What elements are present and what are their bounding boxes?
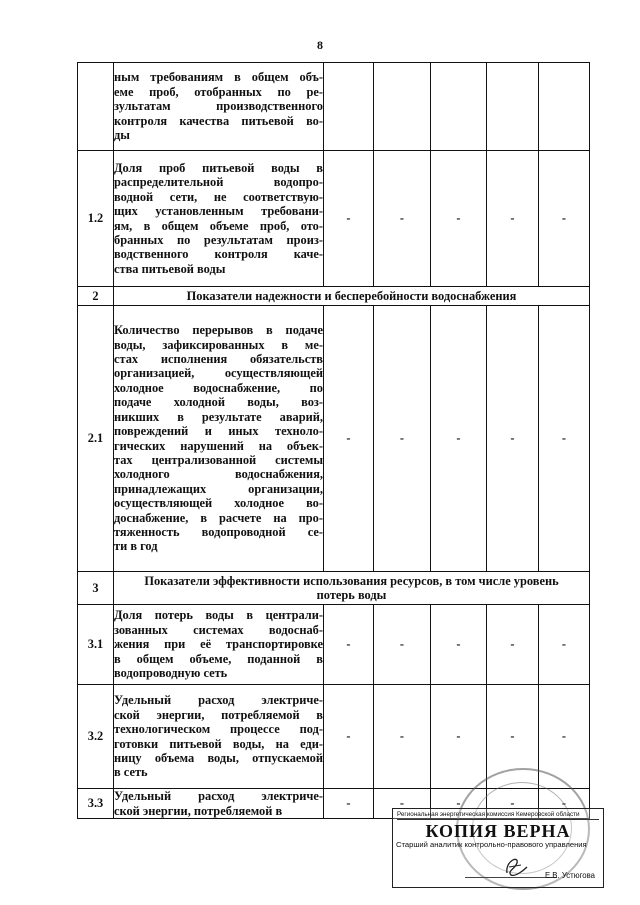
description-line: Удельный расход электриче-	[114, 693, 323, 708]
table-row	[78, 151, 590, 287]
value-cell: -	[539, 685, 590, 789]
value-cell: -	[539, 605, 590, 685]
indicator-description	[114, 63, 324, 151]
row-number: 2.1	[78, 306, 114, 572]
value-cell: -	[374, 685, 431, 789]
row-number: 3.2	[78, 685, 114, 789]
value-cell	[539, 63, 590, 151]
description-line: Удельный расход электриче-	[114, 789, 323, 804]
indicator-description	[114, 605, 324, 685]
value-cell: -	[431, 789, 487, 819]
description-line: повреждений и иных техноло-	[114, 424, 323, 439]
description-line: бранных по результатам произ-	[114, 232, 323, 247]
description-line: технологическом процессе под-	[114, 722, 323, 737]
indicator-description	[114, 789, 324, 819]
row-number	[78, 63, 114, 151]
value-cell	[487, 63, 539, 151]
description-line: стах исполнения обязательств	[114, 352, 323, 367]
row-number: 3.3	[78, 789, 114, 819]
section-title	[114, 287, 590, 306]
table-row	[78, 63, 590, 151]
description-line: ства питьевой воды	[114, 261, 226, 276]
value-cell: -	[487, 151, 539, 287]
description-line: водопроводную сеть	[114, 666, 228, 681]
description-line: Доля проб питьевой воды в	[114, 160, 323, 175]
description-line: ям, в общем объеме проб, ото-	[114, 218, 323, 233]
description-line: еме проб, отобранных по ре-	[114, 84, 323, 99]
row-number: 1.2	[78, 151, 114, 287]
page-number: 8	[317, 38, 323, 52]
value-cell: -	[374, 605, 431, 685]
value-cell	[374, 63, 431, 151]
description-line: осуществляющей холодное во-	[114, 496, 323, 511]
indicator-description	[114, 685, 324, 789]
description-line: подаче холодной воды, воз-	[114, 395, 323, 410]
indicator-description	[114, 306, 324, 572]
description-line: ницу объема воды, отпускаемой	[114, 750, 323, 765]
value-cell: -	[431, 685, 487, 789]
description-line: щих установленным требовани-	[114, 204, 323, 219]
value-cell	[431, 63, 487, 151]
value-cell: -	[487, 789, 539, 819]
description-line: водной сети, не соответствую-	[114, 189, 323, 204]
value-cell: -	[324, 789, 374, 819]
value-cell: -	[539, 151, 590, 287]
certified-copy-stamp	[392, 808, 604, 888]
description-line: доснабжение, в расчете на про-	[114, 510, 323, 525]
description-line: тяженность водопроводной се-	[114, 524, 323, 539]
section-row	[78, 572, 590, 605]
description-line: ти в год	[114, 539, 158, 554]
description-line: никших в результате аварий,	[114, 409, 323, 424]
section-title-line: потерь воды	[316, 588, 387, 602]
stamp-position: Старший аналитик контрольно-правового управления	[396, 840, 587, 849]
stamp-signer-name: Е.В. Устюгова	[544, 871, 595, 880]
value-cell: -	[374, 789, 431, 819]
description-line: воды, зафиксированных в ме-	[114, 337, 323, 352]
value-cell	[324, 63, 374, 151]
description-line: Количество перерывов в подаче	[114, 323, 323, 338]
value-cell: -	[431, 605, 487, 685]
value-cell: -	[324, 605, 374, 685]
description-line: ской энергии, потребляемой в	[114, 803, 283, 818]
signature-icon	[501, 853, 531, 879]
value-cell: -	[431, 306, 487, 572]
stamp-title: КОПИЯ ВЕРНА	[425, 821, 571, 841]
description-line: в общем объеме, поданной в	[114, 651, 323, 666]
value-cell: -	[487, 685, 539, 789]
description-line: ской энергии, потребляемой в	[114, 707, 323, 722]
description-line: холодного водоснабжения,	[114, 467, 323, 482]
indicators-table	[77, 62, 590, 819]
table-row	[78, 306, 590, 572]
description-line: Доля потерь воды в централи-	[114, 608, 323, 623]
section-title-line: Показатели эффективности использования ресурсов, в том числе уровень	[144, 573, 559, 588]
value-cell: -	[487, 306, 539, 572]
value-cell: -	[324, 306, 374, 572]
description-line: готовки питьевой воды, на еди-	[114, 736, 323, 751]
description-line: ды	[114, 128, 130, 143]
value-cell: -	[324, 151, 374, 287]
value-cell: -	[431, 151, 487, 287]
value-cell: -	[324, 685, 374, 789]
description-line: зованных системах водоснаб-	[114, 622, 323, 637]
description-line: принадлежащих организации,	[114, 481, 323, 496]
section-title-line: Показатели надежности и бесперебойности водоснабжения	[186, 288, 517, 303]
description-line: организацией, осуществляющей	[114, 366, 323, 381]
value-cell: -	[539, 789, 590, 819]
description-line: водственного контроля каче-	[114, 247, 323, 262]
description-line: холодное водоснабжение, по	[114, 380, 323, 395]
value-cell: -	[374, 151, 431, 287]
description-line: в сеть	[114, 765, 148, 780]
row-number: 3.1	[78, 605, 114, 685]
stamp-header: Региональная энергетическая комиссия Кемеровской области	[397, 811, 599, 820]
indicator-description	[114, 151, 324, 287]
description-line: ным требованиям в общем объ-	[114, 70, 323, 85]
table-row	[78, 605, 590, 685]
description-line: тах централизованной системы	[114, 452, 323, 467]
description-line: гических нарушений на объек-	[114, 438, 323, 453]
section-title	[114, 572, 590, 605]
value-cell: -	[374, 306, 431, 572]
value-cell: -	[539, 306, 590, 572]
row-number: 3	[78, 572, 114, 605]
description-line: контроля качества питьевой во-	[114, 113, 323, 128]
section-row	[78, 287, 590, 306]
description-line: распределительной водопро-	[114, 175, 323, 190]
row-number: 2	[78, 287, 114, 306]
description-line: зультатам производственного	[114, 99, 323, 114]
value-cell: -	[487, 605, 539, 685]
description-line: жения при её транспортировке	[114, 637, 323, 652]
